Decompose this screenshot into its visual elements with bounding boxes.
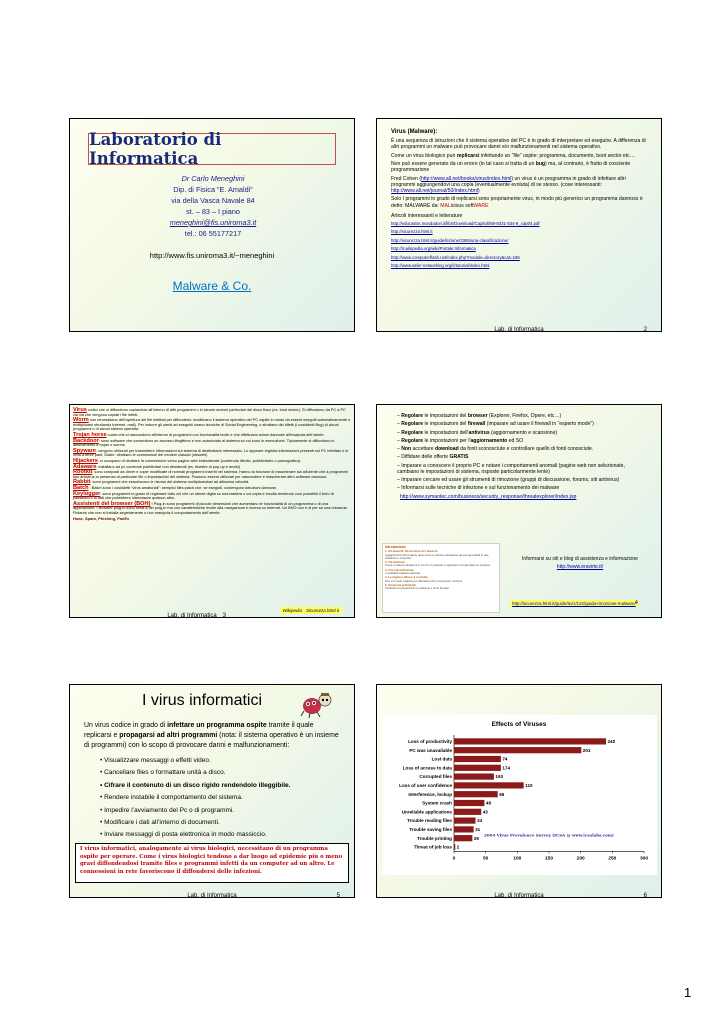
- summary-box: I virus informatici, analogamente ai virus biologici, necessitano di un programma ospite per operare. Come i virus biologici tendono a dar luogo ad epidemie più o meno gravi diffondendosi tramite files e programmi infetti da un computer ad un altro. Le connessioni in rete favoriscono il diffondersi delle infezioni.: [75, 843, 349, 883]
- list-item: • Modificare i dati all’interno di documenti.: [100, 817, 340, 829]
- thumb-item: 4. La migliore difesa: il controllo Non c'è modo migliore per difendersi che riconoscere i sintomi: [385, 575, 463, 583]
- bar: [454, 826, 474, 832]
- bar: [454, 791, 498, 797]
- list-item: – Regolare le impostazioni per l'aggiornamento ed SO: [397, 439, 647, 445]
- list-item: • Inviare messaggi di posta elettronica in modo massiccio.: [100, 829, 340, 841]
- slide-2: [376, 118, 662, 332]
- articles-heading: Articoli interessanti e letterature: [391, 212, 463, 219]
- slide-title: I virus informatici: [142, 692, 263, 709]
- list-item: • Rendere instabile il comportamento del sistema.: [100, 792, 340, 804]
- footer-label: Lab. di Informatica: [187, 893, 237, 898]
- list-item: – Regolare le impostazioni del browser (Explorer, Firefox, Opere, etc…): [397, 414, 647, 420]
- guide-screenshot: [382, 543, 500, 613]
- article-link[interactable]: http://sicurezza.html.it/guide/lezione/3365/una-classificazione/: [391, 237, 509, 243]
- bar: [454, 738, 606, 744]
- term: Trojan horse: [73, 431, 107, 438]
- glossary-entry: Batch : Batch sono i cosiddetti “virus amatoriali”: semplici files patch che, se eseguiti, contengono istruzioni dannose.: [73, 485, 278, 492]
- glossary-entry: Assistenti del browser (BOH) I Plug-in sono programmi di piccole dimensioni che aumentano le funzionalità di un programma o di una applicazione. I Browser plug-in sono simili a dei plug-in ma con caratteristiche rivolte alla navigazione e ricerca su Internet. Un BHO non è di per se una minaccia. Fintanto che non si installa segretamente o non manipola il comportamento dell'utente.: [73, 500, 348, 515]
- slide-number: 4: [635, 600, 638, 606]
- bar: [454, 844, 455, 850]
- thumb-item: 3. Una classificazione I cosiddetti malware dannosi: [385, 567, 421, 576]
- data-label: 69: [499, 791, 505, 797]
- paragraph: È una sequenza di istruzioni che il sistema operativo del PC è in grado di interpretare ed eseguire. A differenza di altri programmi un malware può provocare danni e/o malfunzionamenti nel sistema operativo.: [391, 138, 646, 151]
- blog-note: [505, 555, 655, 571]
- category-label: Trouble saving files: [409, 826, 452, 832]
- glossary-entry: Backdoor: sono software che consentono un accesso illegittimo e non autorizzato al sistema su cui sono in esecuzione. Tipicamente si diffondono in abbinamento a trojan o worms.: [73, 437, 335, 448]
- bar: [454, 835, 472, 841]
- cohen-link[interactable]: http://www.all.net/books/virus/index.html: [421, 175, 512, 182]
- slide-6: [376, 684, 662, 898]
- data-label: 43: [482, 809, 488, 815]
- source-note: Wikipedia - Sicurezza.html.it: [280, 607, 342, 614]
- effects-list: [100, 755, 340, 842]
- data-label: 163: [495, 774, 504, 780]
- bar: [454, 809, 481, 815]
- bar: [454, 765, 501, 771]
- tick-label: 250: [608, 856, 617, 862]
- article-link[interactable]: http://www.safer-networking.org/it/tutorial/index.html: [391, 263, 490, 269]
- glossary-entry: Trojan horse codici che si nascondono all'interno di programmi con funzionalità lecite e che effettuano azioni dannose all'insaputa dell'utente.: [73, 431, 325, 438]
- virus-bug-icon: [300, 691, 332, 719]
- bar: [454, 800, 484, 806]
- website-url[interactable]: http://www.fis.uniroma3.it/~meneghini: [149, 251, 275, 260]
- term: Rootkit: [73, 469, 93, 476]
- page-number: 1: [684, 985, 692, 1000]
- slide-number: 6: [643, 893, 647, 898]
- glossary-entry: Spyware: vengono utilizzati per trasmettere informazioni sul sistema di destinatario interessato. Lo spyware registra informazioni presenti sul PC infettato e le invia a terze parti. Dialer: dirottano le connessioni dei modem classici (obsoleti): [73, 447, 349, 458]
- bar: [454, 818, 476, 824]
- list-item: – Regolare le impostazioni dell'antivirus (aggiornamento e scansione): [397, 431, 647, 437]
- category-label: Corrupted files: [419, 774, 452, 780]
- article-links: [391, 221, 651, 269]
- term: Batch: [73, 485, 89, 492]
- category-label: System crash: [422, 800, 452, 806]
- tick-label: 100: [513, 856, 522, 862]
- term: Spyware: [73, 447, 97, 454]
- glossary-entry: Virus codici che si diffondono copiandosi all'interno di altri programmi o in alcune sezioni particolari del disco fisso (es. boot sector). Si diffondono da PC a PC via via che vengono copiati i file infetti.: [73, 407, 346, 417]
- thumb-item: 2. Introduzione Come in tutte le situazioni in cui c'è un pericolo è opportuno comprendere le minacce: [385, 560, 491, 568]
- email-link[interactable]: meneghini@fis.uniroma3.it: [169, 218, 257, 227]
- slide-number: 3: [222, 613, 226, 618]
- data-label: 34: [477, 818, 483, 824]
- paragraph: Fred Cohen (http://www.all.net/books/virus/index.html) un virus è un programma in grado di infettare altri programmi aggiungendovi una copia (eventualmente evoluta) di se stesso. (cose interessanti: http://www.all.net/journal/50/index.html): [391, 175, 626, 194]
- footer-label: Lab. di Informatica: [167, 613, 217, 618]
- bar: [454, 747, 581, 753]
- list-item: – Regolare le impostazioni del firewall (imparare ad usare il firewall in “esperto mode”): [397, 422, 647, 428]
- article-link[interactable]: http://www.computerflash.net/index.php?module=directory&cat=196: [391, 254, 520, 260]
- term: Worm: [73, 417, 89, 424]
- glossary-entry: Rabbit: sono programmi che esauriscono le risorse del sistema moltiplicandosi ad altissima velocità.: [73, 479, 250, 486]
- tick-label: 150: [544, 856, 554, 862]
- author-block: [110, 173, 316, 239]
- bar: [454, 756, 501, 762]
- term: Virus: [73, 407, 87, 413]
- tick-label: 300: [639, 856, 649, 862]
- category-label: Lost data: [431, 756, 452, 762]
- term: Keylogger: [73, 490, 101, 497]
- list-item: – Imparare cercare ed usare gli strumenti di rimozione (gruppi di discussione, forums, siti antivirus): [397, 478, 647, 484]
- chart-annotation: 2004 Virus Prevalence Survey (ICSA @ www.icsalabs.com): [484, 832, 614, 838]
- blog-text: Informarsi su siti e blog di assistenza e informazione: [522, 556, 638, 562]
- effects-chart: [382, 715, 657, 875]
- term: Rabbit: [73, 479, 91, 486]
- tick-label: 50: [482, 856, 489, 862]
- glossary-entry: Adaware: installano ad pc contenuti pubblicitari non desiderati (es. finestre di pop-up e avvisi): [73, 463, 240, 470]
- data-label: 29: [473, 835, 479, 841]
- list-item: • Cifrare il contenuto di un disco rigido rendendolo illeggibile.: [100, 780, 340, 792]
- bar: [454, 774, 494, 780]
- malware-link[interactable]: Malware & Co.: [172, 279, 252, 293]
- malware-glossary: [73, 408, 351, 522]
- department: Dip. di Fisica “E. Amaldi”: [173, 185, 253, 194]
- category-label: Trouble printing: [417, 835, 452, 841]
- category-label: Interference, lockup: [408, 791, 452, 797]
- slide-2-body: [391, 129, 651, 271]
- article-link[interactable]: http://sicurezza.html.it: [391, 229, 433, 235]
- intro-text: Un virus codice in grado di infettare un programma ospite tramite il quale replicarsi e propagarsi ad altri programmi (nota: il sistema operativo è un insieme di programmi) con lo scopo di provocare danni e malfunzionamenti:: [84, 722, 339, 749]
- article-link[interactable]: http://it.wikipedia.org/wiki/Portale:Informatica: [391, 246, 476, 252]
- category-label: Loss of user confidence: [399, 782, 452, 788]
- symantec-link[interactable]: http://www.symantec.com/business/security_response/threatexplorer/index.jsp: [400, 493, 577, 500]
- data-label: 174: [502, 765, 511, 771]
- advice-list: [397, 414, 647, 503]
- slide-5: [69, 684, 355, 898]
- author-name: Dr Carlo Meneghini: [181, 174, 245, 183]
- data-label: 110: [525, 782, 533, 788]
- slide-number: 2: [643, 327, 647, 332]
- data-label: 31: [475, 826, 481, 832]
- category-label: Loss of productivity: [408, 738, 452, 744]
- category-label: PC was unavailable: [409, 747, 452, 753]
- list-item: – Diffidare delle offerte GRATIS: [397, 455, 647, 461]
- thumb-item: 1. Gli attacchi. Descrizione di 2 attacchi Suggerimenti utili a capire dove sono le minacce attraverso gli esempi trattati in due situazioni e cosa fare: [385, 549, 489, 560]
- term: Hijackers: [73, 457, 98, 464]
- thumb-item: 5. Strumenti preliminari Verificare la presenza di un antivirus e di un firewall: [385, 582, 449, 591]
- slide-title: Laboratorio di Informatica: [88, 133, 336, 165]
- glossary-entry: Hijackers: si occupano di dirottare la connessione verso pagine web indesiderate (contenuto illecito, pubblicitario o pornografico).: [73, 457, 302, 464]
- tick-label: 200: [576, 856, 585, 862]
- slide-3: [69, 404, 355, 618]
- list-item: • Cancellare files o formattare unità a disco.: [100, 767, 340, 779]
- data-label: 2: [456, 844, 460, 850]
- other-threats: Hoax, Spam, Phishing, FanEx: [73, 515, 130, 521]
- term: Assistenti del browser (BOH): [73, 500, 151, 507]
- glossary-entry: Keylogger: sono programmi in grado di registrare tutto ciò che un utente digita su una tastiera o col copia e incolla rendendo così possibile il furto di password o di dati che potrebbero interessare qualcun altro.: [73, 490, 334, 501]
- chart-svg: [382, 715, 657, 875]
- paragraph: Non può essere generato da un errore (in tal caso si tratta di un bug) ma, al contrario, è frutto di cosciente programmazione: [391, 161, 631, 174]
- category-label: Unreliable applications: [401, 809, 452, 815]
- phone: tel.: 06 55177217: [184, 229, 242, 238]
- address: via della Vasca Navale 84: [171, 196, 255, 205]
- footer-label: Lab. di Informatica: [494, 893, 544, 898]
- term: Backdoor: [73, 437, 99, 444]
- slide-1: [69, 118, 355, 332]
- slide-heading: Virus (Malware):: [391, 129, 438, 135]
- category-label: Threat of job loss: [413, 844, 452, 850]
- bar: [454, 782, 524, 788]
- article-link[interactable]: http://education.mondadori.it/libri/Download/Capitoli/88-8331-534-8_cap04.pdf: [391, 221, 540, 227]
- list-item: – Imparare a conoscere il proprio PC e notare i comportamenti anomali (pagine web non selezionate, cambiano le impostazioni di sistema, risposte particolarmente lente): [397, 464, 647, 476]
- list-item: – Informarsi sulle tecniche di infezione e sul funzionamento dei malware: [397, 486, 647, 492]
- data-label: 201: [582, 747, 591, 753]
- guide-link[interactable]: http://sicurezza.html.it/guide/lezz/122/guida-rimozione-malware/: [512, 601, 636, 606]
- journal-link[interactable]: http://www.all.net/journal/50/index.html: [391, 187, 478, 194]
- list-item: • Impedire l’avviamento del Pc o di programmi.: [100, 805, 340, 817]
- data-label: 48: [485, 800, 492, 806]
- list-item: • Visualizzare messaggi o effetti video.: [100, 755, 340, 767]
- slide-number: 5: [336, 893, 340, 898]
- data-label: 240: [607, 738, 616, 744]
- data-label: 74: [502, 756, 508, 762]
- paragraph: Come un virus biologico può replicarsi infettando un “file” ospite: programma, documento, boot sector etc…: [391, 152, 635, 159]
- list-item: – Non accettare download da fonti sconosciute e controllare quello di fonti conosciute.: [397, 447, 647, 453]
- glossary-entry: Worm non necessitano dell'apertura dei file infettati per diffondersi: modificano il sistema operativo del PC ospite in modo da essere eseguiti automaticamente e moltiplicarsi sfruttando Internet, mail). Per indurre gli utenti ad eseguirli usano tecniche di Social Engineering, o sfruttano dei difetti (i cosiddetti Bug) di alcuni programmi o di alcuni sistemi operativi.: [73, 417, 351, 432]
- category-label: Loss of access to data: [402, 765, 452, 771]
- term: Adaware: [73, 463, 97, 470]
- blog-link[interactable]: http://www.eravirte.it/: [556, 564, 604, 570]
- thumb-heading: Introduzione: [385, 545, 406, 549]
- glossary-entry: Rootkit: sono composti da driver e copie modificate di normali programmi inseriti nel sistema. Hanno la funzione di mascherare sia all'utente che a programmi tipo antivirus la presenza di particolari file o impostazioni del sistema. Possono essere utilizzati per nascondere e mascherare altro software dannoso.: [73, 469, 348, 479]
- paragraph: Solo I programmi in grado di replicarsi sono propriamente virus, in modo più generico un programma dannoso è detto: MALWARE da: MALicious softWARE: [391, 196, 643, 209]
- category-label: Trouble reading files: [407, 818, 452, 824]
- office: st. – 83 – I piano: [186, 207, 240, 216]
- tick-label: 0: [452, 856, 456, 862]
- chart-title: Effects of Viruses: [491, 721, 547, 728]
- footer-label: Lab. di Informatica: [494, 327, 544, 332]
- slide-4: [376, 404, 662, 618]
